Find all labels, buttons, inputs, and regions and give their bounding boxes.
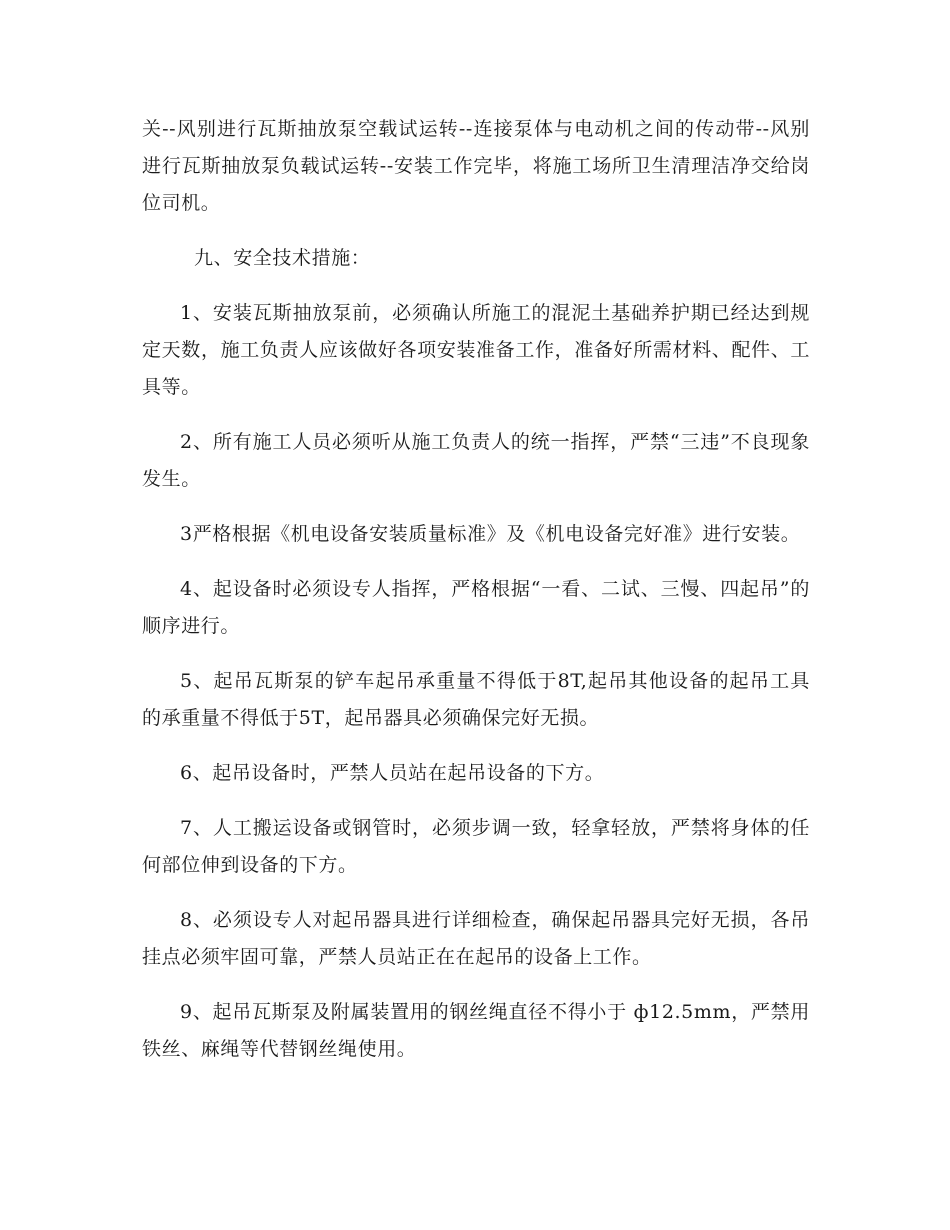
safety-item-4: 4、起设备时必须设专人指挥，严格根据“一看、二试、三慢、四起吊”的顺序进行。 xyxy=(142,578,810,637)
section-heading: 九、安全技术措施： xyxy=(194,247,371,269)
safety-item-9: 9、起吊瓦斯泵及附属装置用的钢丝绳直径不得小于 ф12.5mm，严禁用铁丝、麻绳等代替钢丝绳使用。 xyxy=(142,1001,810,1060)
paragraph-continuation: 关--风别进行瓦斯抽放泵空载试运转--连接泵体与电动机之间的传动带--风别进行瓦斯抽放泵负载试运转--安装工作完毕，将施工场所卫生清理洁净交给岗位司机。 xyxy=(142,118,810,214)
safety-item-3: 3严格根据《机电设备安装质量标准》及《机电设备完好准》进行安装。 xyxy=(180,523,801,545)
safety-item-8: 8、必须设专人对起吊器具进行详细检查，确保起吊器具完好无损，各吊挂点必须牢固可靠，严禁人员站正在在起吊的设备上工作。 xyxy=(142,909,810,968)
document-body xyxy=(142,111,810,1068)
safety-item-7: 7、人工搬运设备或钢管时，必须步调一致，轻拿轻放，严禁将身体的任何部位伸到设备的下方。 xyxy=(142,817,810,876)
safety-item-2: 2、所有施工人员必须听从施工负责人的统一指挥，严禁“三违”不良现象发生。 xyxy=(142,431,810,490)
safety-item-6: 6、起吊设备时，严禁人员站在起吊设备的下方。 xyxy=(180,762,605,784)
safety-item-1: 1、安装瓦斯抽放泵前，必须确认所施工的混泥土基础养护期已经达到规定天数，施工负责人应该做好各项安装准备工作，准备好所需材料、配件、工具等。 xyxy=(142,302,810,398)
safety-item-5: 5、起吊瓦斯泵的铲车起吊承重量不得低于8T,起吊其他设备的起吊工具的承重量不得低于5T，起吊器具必须确保完好无损。 xyxy=(142,670,810,729)
